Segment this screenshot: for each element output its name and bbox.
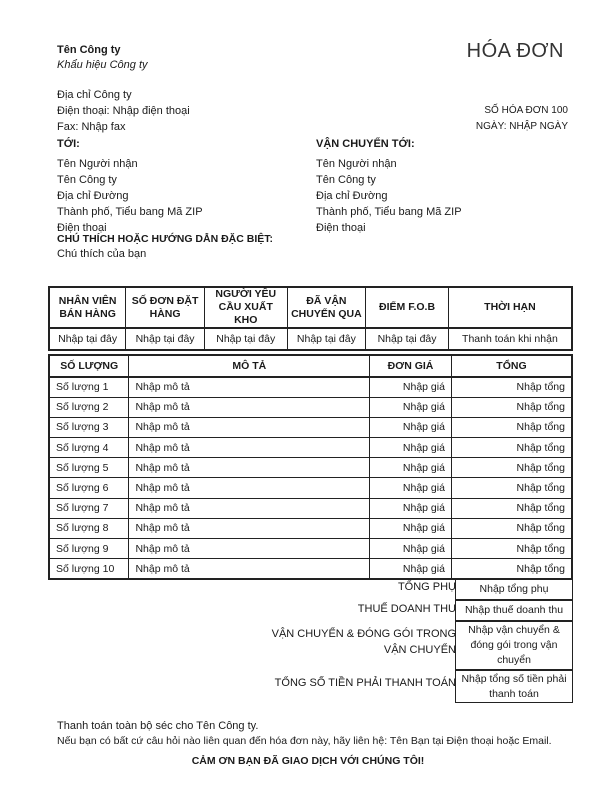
table-row	[49, 498, 572, 518]
unit-price-cell: Nhập giá	[370, 539, 452, 559]
column-header: ĐIỂM F.O.B	[366, 287, 449, 328]
description-cell: Nhập mô tả	[129, 377, 370, 397]
description-cell: Nhập mô tả	[129, 478, 370, 498]
table-row	[49, 377, 572, 397]
line-total-cell: Nhập tổng	[451, 438, 572, 458]
total-due-label: TỔNG SỐ TIỀN PHẢI THANH TOÁN	[274, 677, 456, 689]
order-number-cell: Nhập tại đây	[126, 328, 205, 350]
description-cell: Nhập mô tả	[129, 397, 370, 417]
table-row	[49, 518, 572, 538]
quantity-cell: Số lượng 8	[49, 518, 129, 538]
table-row	[49, 458, 572, 478]
description-cell: Nhập mô tả	[129, 518, 370, 538]
notes-heading: CHÚ THÍCH HOẶC HƯỚNG DẪN ĐẶC BIỆT:	[57, 233, 273, 245]
table-row	[49, 417, 572, 437]
ship-to-line: Tên Người nhận	[316, 158, 397, 170]
subtotal-value: Nhập tổng phụ	[455, 579, 573, 600]
line-total-cell: Nhập tổng	[451, 417, 572, 437]
shipping-label-line: VẬN CHUYỂN	[383, 644, 456, 656]
shipped-via-cell: Nhập tại đây	[287, 328, 366, 350]
unit-price-cell: Nhập giá	[370, 417, 452, 437]
column-header: MÔ TẢ	[129, 355, 370, 377]
line-total-cell: Nhập tổng	[451, 377, 572, 397]
column-header: ĐƠN GIÁ	[370, 355, 452, 377]
tax-label: THUẾ DOANH THU	[357, 603, 456, 615]
quantity-cell: Số lượng 9	[49, 539, 129, 559]
line-total-cell: Nhập tổng	[451, 458, 572, 478]
quantity-cell: Số lượng 2	[49, 397, 129, 417]
items-table	[48, 354, 573, 580]
shipping-label	[272, 626, 456, 658]
table-row	[49, 559, 572, 579]
column-header: NHÂN VIÊN BÁN HÀNG	[49, 287, 126, 328]
invoice-meta	[476, 103, 568, 135]
shipping-value: Nhập vận chuyển & đóng gói trong vận chuyển	[455, 621, 573, 670]
description-cell: Nhập mô tả	[129, 458, 370, 478]
total-due-value: Nhập tổng số tiền phải thanh toán	[455, 670, 573, 703]
company-slogan: Khẩu hiệu Công ty	[57, 59, 148, 71]
quantity-cell: Số lượng 6	[49, 478, 129, 498]
unit-price-cell: Nhập giá	[370, 559, 452, 579]
line-total-cell: Nhập tổng	[451, 539, 572, 559]
column-header: SỐ ĐƠN ĐẶT HÀNG	[126, 287, 205, 328]
description-cell: Nhập mô tả	[129, 417, 370, 437]
invoice-number: SỐ HÓA ĐƠN 100	[484, 105, 568, 116]
invoice-date: NGÀY: NHẬP NGÀY	[475, 121, 568, 132]
requester-cell: Nhập tại đây	[204, 328, 287, 350]
bill-to-line: Tên Công ty	[57, 174, 117, 186]
fob-point-cell: Nhập tại đây	[366, 328, 449, 350]
notes-text: Chú thích của bạn	[57, 248, 147, 260]
line-total-cell: Nhập tổng	[451, 397, 572, 417]
ship-to-line: Địa chỉ Đường	[316, 190, 388, 202]
ship-to-block	[316, 136, 462, 236]
ship-to-line: Tên Công ty	[316, 174, 376, 186]
column-header: NGƯỜI YÊU CẦU XUẤT KHO	[204, 287, 287, 328]
thank-you-note: CẢM ƠN BẠN ĐÃ GIAO DỊCH VỚI CHÚNG TÔI!	[191, 755, 425, 767]
line-total-cell: Nhập tổng	[451, 478, 572, 498]
ship-to-line: Thành phố, Tiểu bang Mã ZIP	[316, 206, 462, 218]
unit-price-cell: Nhập giá	[370, 478, 452, 498]
bill-to-line: Thành phố, Tiểu bang Mã ZIP	[57, 206, 203, 218]
salesperson-cell: Nhập tại đây	[49, 328, 126, 350]
quantity-cell: Số lượng 10	[49, 559, 129, 579]
description-cell: Nhập mô tả	[129, 438, 370, 458]
table-row	[49, 397, 572, 417]
line-total-cell: Nhập tổng	[451, 498, 572, 518]
table-row	[49, 438, 572, 458]
table-row	[49, 328, 572, 350]
order-info-table	[48, 286, 573, 351]
bill-to-line: Địa chỉ Đường	[57, 190, 129, 202]
ship-to-line: Điện thoại	[316, 222, 366, 234]
unit-price-cell: Nhập giá	[370, 438, 452, 458]
column-header: SỐ LƯỢNG	[49, 355, 129, 377]
contact-note: Nếu bạn có bất cứ câu hỏi nào liên quan đến hóa đơn này, hãy liên hệ: Tên Bạn tại Điện thoại hoặc Email.	[57, 735, 552, 747]
column-header: THỜI HẠN	[448, 287, 572, 328]
quantity-cell: Số lượng 7	[49, 498, 129, 518]
quantity-cell: Số lượng 5	[49, 458, 129, 478]
bill-to-line: Tên Người nhận	[57, 158, 138, 170]
unit-price-cell: Nhập giá	[370, 518, 452, 538]
invoice-title: HÓA ĐƠN	[466, 40, 564, 62]
quantity-cell: Số lượng 4	[49, 438, 129, 458]
ship-to-heading: VẬN CHUYỂN TỚI:	[316, 138, 415, 150]
bill-to-heading: TỚI:	[57, 138, 80, 150]
unit-price-cell: Nhập giá	[370, 377, 452, 397]
company-contact	[57, 87, 190, 135]
company-fax: Fax: Nhập fax	[57, 121, 126, 133]
shipping-label-line: VẬN CHUYỂN & ĐÓNG GÓI TRONG	[271, 628, 456, 640]
table-row	[49, 539, 572, 559]
line-total-cell: Nhập tổng	[451, 518, 572, 538]
subtotal-label: TỔNG PHỤ	[397, 581, 456, 593]
company-name: Tên Công ty	[57, 44, 121, 56]
description-cell: Nhập mô tả	[129, 539, 370, 559]
description-cell: Nhập mô tả	[129, 498, 370, 518]
unit-price-cell: Nhập giá	[370, 397, 452, 417]
terms-cell: Thanh toán khi nhận	[448, 328, 572, 350]
company-phone: Điện thoại: Nhập điện thoại	[57, 105, 190, 117]
company-address: Địa chỉ Công ty	[57, 89, 132, 101]
line-total-cell: Nhập tổng	[451, 559, 572, 579]
column-header: ĐÃ VẬN CHUYỂN QUA	[287, 287, 366, 328]
column-header: TỔNG	[451, 355, 572, 377]
quantity-cell: Số lượng 3	[49, 417, 129, 437]
payment-note: Thanh toán toàn bộ séc cho Tên Công ty.	[57, 720, 259, 732]
quantity-cell: Số lượng 1	[49, 377, 129, 397]
description-cell: Nhập mô tả	[129, 559, 370, 579]
unit-price-cell: Nhập giá	[370, 458, 452, 478]
bill-to-line: Điện thoại	[57, 222, 107, 234]
unit-price-cell: Nhập giá	[370, 498, 452, 518]
table-row	[49, 478, 572, 498]
tax-value: Nhập thuế doanh thu	[455, 600, 573, 621]
bill-to-block	[57, 136, 203, 236]
